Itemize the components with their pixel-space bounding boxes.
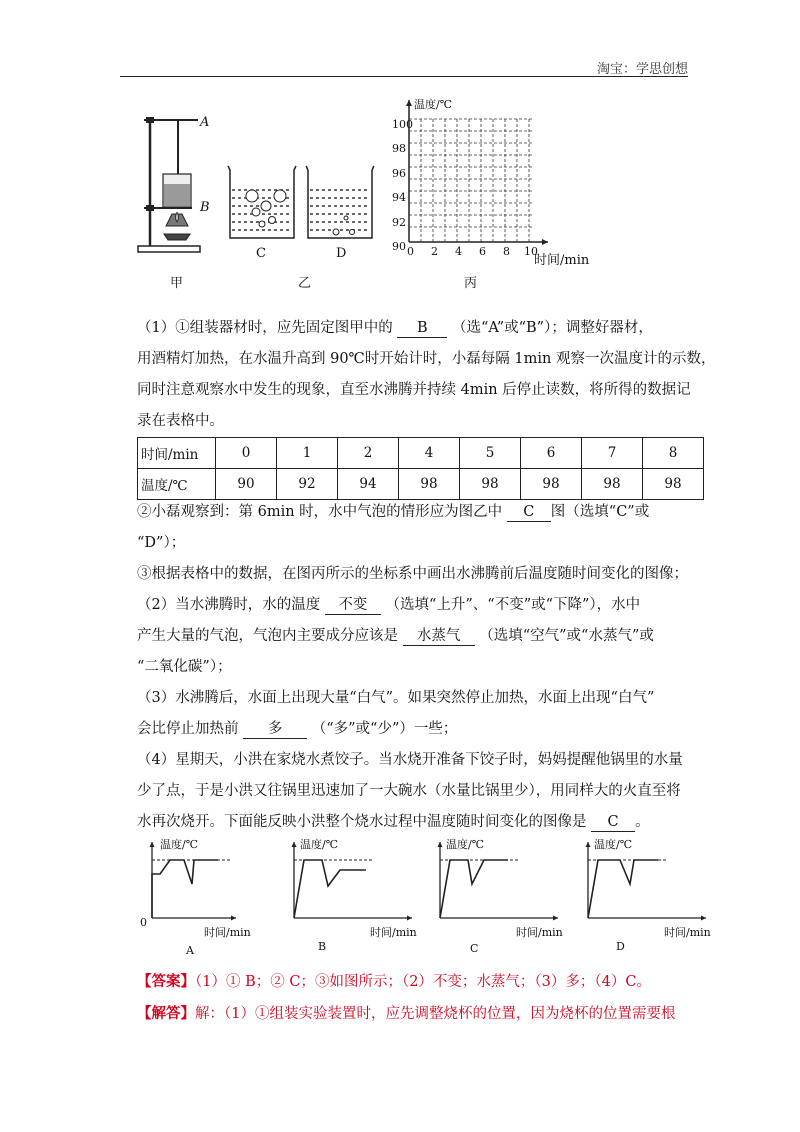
- grid-x-tick-10: 10: [524, 245, 538, 258]
- figure-yi-label: 乙: [298, 276, 312, 291]
- figure-jia-apparatus: [130, 108, 230, 258]
- grid-y-axis-title: 温度/℃: [414, 98, 453, 111]
- question-1-part-1: （1）①组装器材时，应先固定图甲中的 B （选“A”或“B”）；调整好器材，: [137, 320, 653, 336]
- option-graph-c: 温度/℃ 时间/min C: [428, 838, 578, 958]
- question-2-line-3: “二氧化碳”）；: [137, 659, 232, 675]
- answer-blank-4: 水蒸气: [403, 627, 475, 646]
- answer-blank-6: C: [591, 813, 635, 832]
- grid-x-axis-title: 时间/min: [534, 253, 590, 268]
- label-point-b: B: [200, 200, 210, 215]
- question-1-part-2-cont: “D”）；: [137, 535, 186, 551]
- table-row-time: 时间/min 0 1 2 4 5 6 7 8: [138, 438, 704, 469]
- question-1-line-3: 同时注意观察水中发生的现象，直至水沸腾并持续 4min 后停止读数，将所得的数据记: [137, 382, 691, 398]
- question-4-line-2: 少了点，于是小洪又往锅里迅速加了一大碗水（水量比锅里少），用同样大的火直至将: [137, 783, 681, 799]
- grid-x-tick-8: 8: [503, 245, 510, 258]
- answer-blank-5: 多: [243, 720, 307, 739]
- header-source: 淘宝：学思创想: [596, 62, 688, 77]
- grid-x-tick-2: 2: [431, 245, 438, 258]
- grid-x-tick-4: 4: [455, 245, 462, 258]
- analysis-line: [137, 998, 697, 1030]
- question-1-line-2: 用酒精灯加热，在水温升高到 90℃时开始计时，小磊每隔 1min 观察一次温度计的示数，: [137, 351, 716, 367]
- option-graph-a: 温度/℃ 0 时间/min A: [140, 838, 290, 958]
- grid-y-ticks: 100 98 96 94 92 90: [392, 118, 413, 254]
- question-4-line-3: 水再次烧开。下面能反映小洪整个烧水过程中温度随时间变化的图像是 C 。: [137, 814, 650, 830]
- label-point-a: A: [200, 115, 210, 130]
- header-divider: [120, 76, 688, 77]
- answer-blank-3: 不变: [325, 596, 381, 615]
- graph-b-plot: [282, 838, 432, 938]
- grid-x-tick-0: 0: [407, 245, 414, 258]
- graph-a-plot: [140, 838, 290, 938]
- answer-line: [137, 966, 697, 998]
- answer-text: （1）① B；② C；③如图所示；（2）不变；水蒸气；（3）多；（4）C。: [195, 974, 651, 990]
- beaker-c: [222, 162, 302, 244]
- analysis-text: 解：（1）①组装实验装置时，应先调整烧杯的位置，因为烧杯的位置需要根: [195, 1006, 676, 1022]
- beaker-c-label: C: [256, 246, 266, 261]
- table-header-time: 时间/min: [138, 438, 216, 469]
- analysis-tag: 【解答】: [137, 1005, 195, 1022]
- question-3-line-1: （3）水沸腾后，水面上出现大量“白气”。如果突然停止加热，水面上出现“白气”: [137, 690, 655, 706]
- graph-d-plot: [576, 838, 726, 938]
- data-table: [137, 437, 704, 500]
- question-1-part-2: ②小磊观察到：第 6min 时，水中气泡的情形应为图乙中 C 图（选填“C”或: [137, 504, 650, 520]
- option-graph-b: 温度/℃ 时间/min B: [282, 838, 432, 958]
- answer-blank-2: C: [507, 503, 551, 522]
- figure-jia-label: 甲: [170, 276, 184, 291]
- beaker-d: [300, 162, 380, 244]
- question-2-line-2: 产生大量的气泡，气泡内主要成分应该是 水蒸气 （选填“空气”或“水蒸气”或: [137, 628, 654, 644]
- figure-bing-label: 丙: [464, 276, 478, 291]
- question-4-line-1: （4）星期天，小洪在家烧水煮饺子。当水烧开准备下饺子时，妈妈提醒他锅里的水量: [137, 752, 683, 768]
- graph-c-plot: [428, 838, 578, 938]
- question-1-line-4: 录在表格中。: [137, 413, 224, 429]
- grid-x-tick-6: 6: [479, 245, 486, 258]
- option-graph-d: 温度/℃ 时间/min D: [576, 838, 726, 958]
- table-row-temp: 温度/℃ 90 92 94 98 98 98 98 98: [138, 469, 704, 500]
- question-2-line-1: （2）当水沸腾时，水的温度 不变 （选填“上升”、“不变”或“下降”），水中: [137, 597, 641, 613]
- table-header-temp: 温度/℃: [138, 469, 216, 500]
- answer-blank-1: B: [397, 319, 447, 338]
- figure-bing-grid: [380, 96, 600, 266]
- question-1-part-3: ③根据表格中的数据，在图丙所示的坐标系中画出水沸腾前后温度随时间变化的图像；: [137, 566, 688, 582]
- option-graphs: [140, 838, 740, 958]
- question-3-line-2: 会比停止加热前 多 （“多”或“少”）一些；: [137, 721, 458, 737]
- answer-tag: 【答案】: [137, 973, 195, 990]
- beaker-d-label: D: [336, 246, 347, 261]
